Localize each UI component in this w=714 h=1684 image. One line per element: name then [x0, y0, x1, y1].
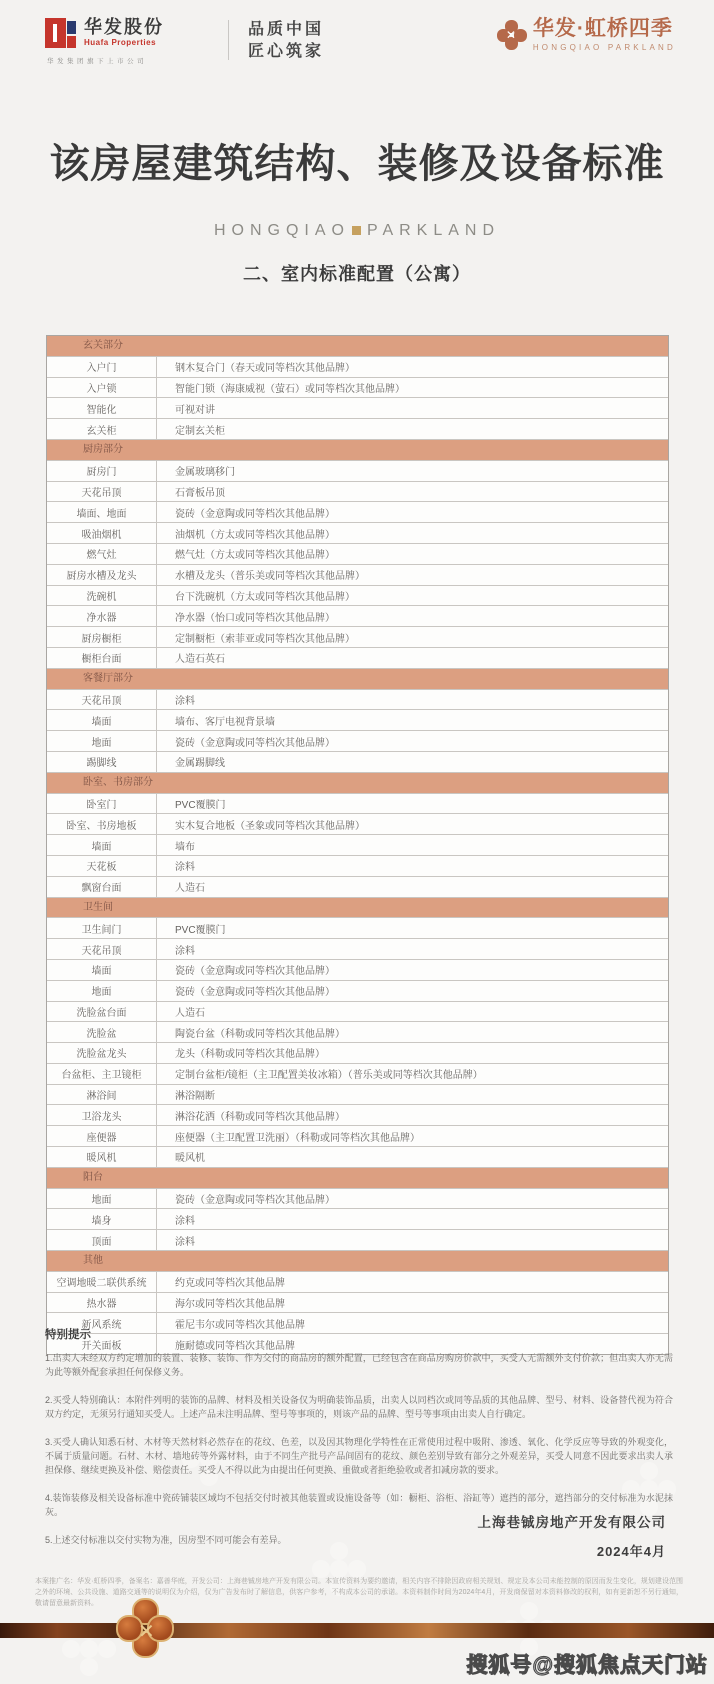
- item-spec-cell: 霍尼韦尔或同等档次其他品牌: [175, 1319, 305, 1331]
- item-spec-cell: 涂料: [175, 1215, 195, 1227]
- huafa-name-en: Huafa Properties: [84, 38, 157, 47]
- item-name-cell: 燃气灶: [47, 544, 157, 564]
- item-spec-cell: PVC覆膜门: [175, 799, 226, 811]
- item-name-cell: 智能化: [47, 398, 157, 418]
- item-spec-cell: 瓷砖（金意陶或同等档次其他品牌）: [175, 966, 335, 978]
- table-row: [47, 938, 668, 959]
- item-name-cell: 洗脸盆龙头: [47, 1043, 157, 1063]
- item-name-cell: 踢脚线: [47, 752, 157, 772]
- item-spec-cell: 定制玄关柜: [175, 425, 225, 437]
- brand-line-left: HONGQIAO: [213, 222, 350, 239]
- header-tagline: [248, 19, 324, 62]
- item-spec-cell: 台下洗碗机（方太或同等档次其他品牌）: [175, 591, 355, 603]
- table-row: [47, 793, 668, 814]
- signature-date: 2024年4月: [596, 1544, 666, 1559]
- item-name-cell: 墙面: [47, 835, 157, 855]
- item-spec-cell: 施耐德或同等档次其他品牌: [175, 1340, 295, 1352]
- item-spec-cell: 金属玻璃移门: [175, 467, 235, 479]
- table-row: [47, 605, 668, 626]
- table-row: [47, 356, 668, 377]
- table-row: [47, 1146, 668, 1167]
- item-spec-cell: 钢木复合门（春天或同等档次其他品牌）: [175, 363, 355, 375]
- item-name-cell: 入户门: [47, 357, 157, 377]
- item-name-cell: 天花吊顶: [47, 690, 157, 710]
- header-divider: [228, 20, 229, 60]
- huafa-subtext: 华发集团旗下上市公司: [47, 58, 147, 65]
- table-section-header: 客餐厅部分: [47, 668, 668, 689]
- item-spec-cell: 瓷砖（金意陶或同等档次其他品牌）: [175, 1195, 335, 1207]
- item-spec-cell: 墙布: [175, 841, 195, 853]
- note-paragraph: 5.上述交付标准以交付实物为准，因房型不同可能会有差异。: [45, 1534, 287, 1545]
- table-row: [47, 1021, 668, 1042]
- table-row: [47, 1125, 668, 1146]
- background-flower-pattern: [80, 1640, 98, 1658]
- item-spec-cell: 燃气灶（方太或同等档次其他品牌）: [175, 550, 335, 562]
- note-paragraph: 4.装饰装修及相关设备标准中瓷砖铺装区域均不包括交付时被其他装置或设施设备等（如：橱柜、浴柜、浴缸等）遮挡的部分，遮挡部分的交付标准为水泥抹灰。: [45, 1492, 673, 1518]
- table-row: [47, 460, 668, 481]
- table-row: [47, 1229, 668, 1250]
- table-row: [47, 501, 668, 522]
- item-spec-cell: 暖风机: [175, 1153, 205, 1165]
- item-spec-cell: 瓷砖（金意陶或同等档次其他品牌）: [175, 508, 335, 520]
- project-flower-icon: ✕: [497, 20, 527, 50]
- item-name-cell: 橱柜台面: [47, 648, 157, 668]
- item-spec-cell: 人造石英石: [175, 654, 225, 666]
- table-section-header: 玄关部分: [47, 336, 668, 356]
- table-row: [47, 876, 668, 897]
- notes-title: 特别提示: [45, 1329, 91, 1341]
- item-spec-cell: 金属踢脚线: [175, 758, 225, 770]
- huafa-logo: [45, 18, 164, 52]
- table-row: [47, 585, 668, 606]
- item-name-cell: 洗碗机: [47, 586, 157, 606]
- item-spec-cell: 淋浴隔断: [175, 1091, 215, 1103]
- table-row: [47, 834, 668, 855]
- brand-square-icon: [352, 226, 361, 235]
- table-section-header: 阳台: [47, 1167, 668, 1188]
- item-spec-cell: 涂料: [175, 945, 195, 957]
- item-name-cell: 洗脸盆台面: [47, 1002, 157, 1022]
- table-row: [47, 730, 668, 751]
- table-row: [47, 709, 668, 730]
- item-name-cell: 地面: [47, 981, 157, 1001]
- config-table: [46, 335, 669, 1355]
- table-row: [47, 1188, 668, 1209]
- item-spec-cell: 可视对讲: [175, 404, 215, 416]
- table-row: [47, 377, 668, 398]
- huafa-logo-icon: [45, 18, 77, 52]
- item-name-cell: 入户锁: [47, 378, 157, 398]
- note-paragraph: 3.买受人确认知悉石材、木材等天然材料必然存在的花纹、色差，以及因其物理化学特性在正常使用过程中吸附、渗透、氧化、化学反应等导致的外观变化，不属于质量问题。石材、木材、墙地砖等外露材料，由于不同生产批号产品间固有的花纹、颜色差别导致有部分之外观差异，买受人同意不因此要求出卖人承担保修、继续更换及补偿、赔偿责任。买受人不得以此为由提出任何更换、重做或者拒绝验收或者扣减房款的要求。: [45, 1436, 673, 1476]
- table-section-header: 卧室、书房部分: [47, 772, 668, 793]
- item-name-cell: 开关面板: [47, 1334, 157, 1354]
- item-spec-cell: 淋浴花洒（科勒或同等档次其他品牌）: [175, 1111, 345, 1123]
- item-name-cell: 暖风机: [47, 1147, 157, 1167]
- item-name-cell: 淋浴间: [47, 1085, 157, 1105]
- item-name-cell: 台盆柜、主卫镜柜: [47, 1064, 157, 1084]
- item-name-cell: 厨房门: [47, 461, 157, 481]
- item-name-cell: 厨房水槽及龙头: [47, 565, 157, 585]
- header: [45, 16, 694, 72]
- item-spec-cell: 约克或同等档次其他品牌: [175, 1278, 285, 1290]
- table-row: [47, 1042, 668, 1063]
- item-name-cell: 热水器: [47, 1293, 157, 1313]
- table-row: [47, 1063, 668, 1084]
- tagline-line2: 匠心筑家: [248, 42, 325, 60]
- item-name-cell: 飘窗台面: [47, 877, 157, 897]
- item-name-cell: 吸油烟机: [47, 523, 157, 543]
- item-name-cell: 墙面、地面: [47, 502, 157, 522]
- table-row: [47, 626, 668, 647]
- table-row: [47, 647, 668, 668]
- item-name-cell: 卫生间门: [47, 918, 157, 938]
- item-spec-cell: 智能门锁（海康威视（萤石）或同等档次其他品牌）: [175, 383, 405, 395]
- table-row: [47, 980, 668, 1001]
- footer-flower-icon: ✕: [116, 1598, 178, 1662]
- item-name-cell: 洗脸盆: [47, 1022, 157, 1042]
- item-name-cell: 新风系统: [47, 1313, 157, 1333]
- footer-ribbon: [0, 1623, 714, 1638]
- table-row: [47, 1271, 668, 1292]
- item-spec-cell: 陶瓷台盆（科勒或同等档次其他品牌）: [175, 1028, 345, 1040]
- item-name-cell: 地面: [47, 1189, 157, 1209]
- item-name-cell: 卫浴龙头: [47, 1105, 157, 1125]
- table-row: [47, 397, 668, 418]
- item-spec-cell: 实木复合地板（圣象或同等档次其他品牌）: [175, 820, 365, 832]
- item-spec-cell: 水槽及龙头（普乐美或同等档次其他品牌）: [175, 571, 365, 583]
- signature-block: [478, 1511, 667, 1560]
- item-name-cell: 天花吊顶: [47, 939, 157, 959]
- sohu-watermark: 搜狐号@搜狐焦点天门站: [466, 1654, 708, 1677]
- item-spec-cell: 瓷砖（金意陶或同等档次其他品牌）: [175, 987, 335, 999]
- page-title: 该房屋建筑结构、装修及设备标准: [49, 142, 665, 186]
- item-spec-cell: 石膏板吊顶: [175, 487, 225, 499]
- item-spec-cell: 瓷砖（金意陶或同等档次其他品牌）: [175, 737, 335, 749]
- note-paragraph: 2.买受人特别确认：本附件列明的装饰的品牌、材料及相关设备仅为明确装饰品质，出卖人以同档次或同等品质的其他品牌、型号、材料、设备替代视为符合双方约定，无须另行通知买受人。上述产品未注明品牌、型号等事项的，则该产品的品牌、型号等事项由出卖人自行确定。: [45, 1394, 673, 1420]
- item-spec-cell: 龙头（科勒或同等档次其他品牌）: [175, 1049, 325, 1061]
- item-name-cell: 天花板: [47, 856, 157, 876]
- table-row: [47, 689, 668, 710]
- item-spec-cell: 涂料: [175, 695, 195, 707]
- table-row: [47, 564, 668, 585]
- brand-line: [0, 222, 714, 240]
- table-row: [47, 917, 668, 938]
- project-name-cn: 华发·虹桥四季: [532, 17, 673, 40]
- item-spec-cell: 海尔或同等档次其他品牌: [175, 1299, 285, 1311]
- item-name-cell: 墙面: [47, 960, 157, 980]
- item-name-cell: 座便器: [47, 1126, 157, 1146]
- item-name-cell: 净水器: [47, 606, 157, 626]
- project-name-en: HONGQIAO PARKLAND: [532, 43, 676, 52]
- item-name-cell: 卧室门: [47, 794, 157, 814]
- item-name-cell: 天花吊顶: [47, 482, 157, 502]
- table-row: [47, 1292, 668, 1313]
- item-spec-cell: 人造石: [175, 883, 205, 895]
- project-logo: [497, 18, 676, 52]
- item-spec-cell: 涂料: [175, 1236, 195, 1248]
- table-row: [47, 481, 668, 502]
- item-name-cell: 玄关柜: [47, 419, 157, 439]
- item-spec-cell: PVC覆膜门: [175, 924, 226, 936]
- table-row: [47, 959, 668, 980]
- table-row: [47, 543, 668, 564]
- table-row: [47, 1208, 668, 1229]
- table-row: [47, 1084, 668, 1105]
- table-row: [47, 1104, 668, 1125]
- item-spec-cell: 油烟机（方太或同等档次其他品牌）: [175, 529, 335, 541]
- item-name-cell: 厨房橱柜: [47, 627, 157, 647]
- note-paragraph: 1.出卖人未经双方约定增加的装置、装修、装饰、作为交付的商品房的额外配置，已经包含在商品房购房价款中，买受人无需额外支付价款；但出卖人亦无需为此等额外配套承担任何保修义务。: [45, 1353, 673, 1378]
- tagline-line1: 品质中国: [248, 21, 325, 38]
- table-row: [47, 522, 668, 543]
- item-name-cell: 卧室、书房地板: [47, 814, 157, 834]
- table-row: [47, 751, 668, 772]
- table-row: [47, 418, 668, 439]
- item-name-cell: 顶面: [47, 1230, 157, 1250]
- table-section-header: 卫生间: [47, 897, 668, 918]
- table-row: [47, 1001, 668, 1022]
- item-spec-cell: 人造石: [175, 1007, 205, 1019]
- table-row: [47, 855, 668, 876]
- table-row: [47, 813, 668, 834]
- item-name-cell: 墙身: [47, 1209, 157, 1229]
- item-spec-cell: 定制台盆柜/镜柜（主卫配置美妆冰箱）（普乐美或同等档次其他品牌）: [175, 1070, 483, 1082]
- table-section-header: 其他: [47, 1250, 668, 1271]
- huafa-name-cn: 华发股份: [84, 17, 164, 37]
- item-spec-cell: 定制橱柜（索菲亚或同等档次其他品牌）: [175, 633, 355, 645]
- brand-line-right: PARKLAND: [366, 222, 501, 239]
- item-name-cell: 空调地暖二联供系统: [47, 1272, 157, 1292]
- company-name: 上海巷铖房地产开发有限公司: [477, 1515, 666, 1530]
- item-spec-cell: 净水器（怡口或同等档次其他品牌）: [175, 612, 335, 624]
- item-name-cell: 墙面: [47, 710, 157, 730]
- legal-disclaimer: 本案推广名：华发·虹桥四季，备案名：嘉善华庭，开发公司：上海巷铖房地产开发有限公司。本宣传资料为要约邀请，相关内容不排除因政府相关规划、规定及本公司未能控制的原因而发生变化，规划建设范围之外的环境、公共设施、道路交通等的说明仅为介绍，仅为广告发布时了解信息，供客户参考，不构成本公司的承诺。本资料制作时间为2024年4月，开发商保留对本资料修改的权利，如有更新恕不另行通知，敬请留意最新资料。: [35, 1578, 683, 1608]
- item-spec-cell: 座便器（主卫配置卫洗丽）（科勒或同等档次其他品牌）: [175, 1132, 420, 1144]
- item-spec-cell: 涂料: [175, 862, 195, 874]
- item-spec-cell: 墙布、客厅电视背景墙: [175, 716, 275, 728]
- section-title: 二、室内标准配置（公寓）: [243, 264, 471, 284]
- item-name-cell: 地面: [47, 731, 157, 751]
- table-section-header: 厨房部分: [47, 439, 668, 460]
